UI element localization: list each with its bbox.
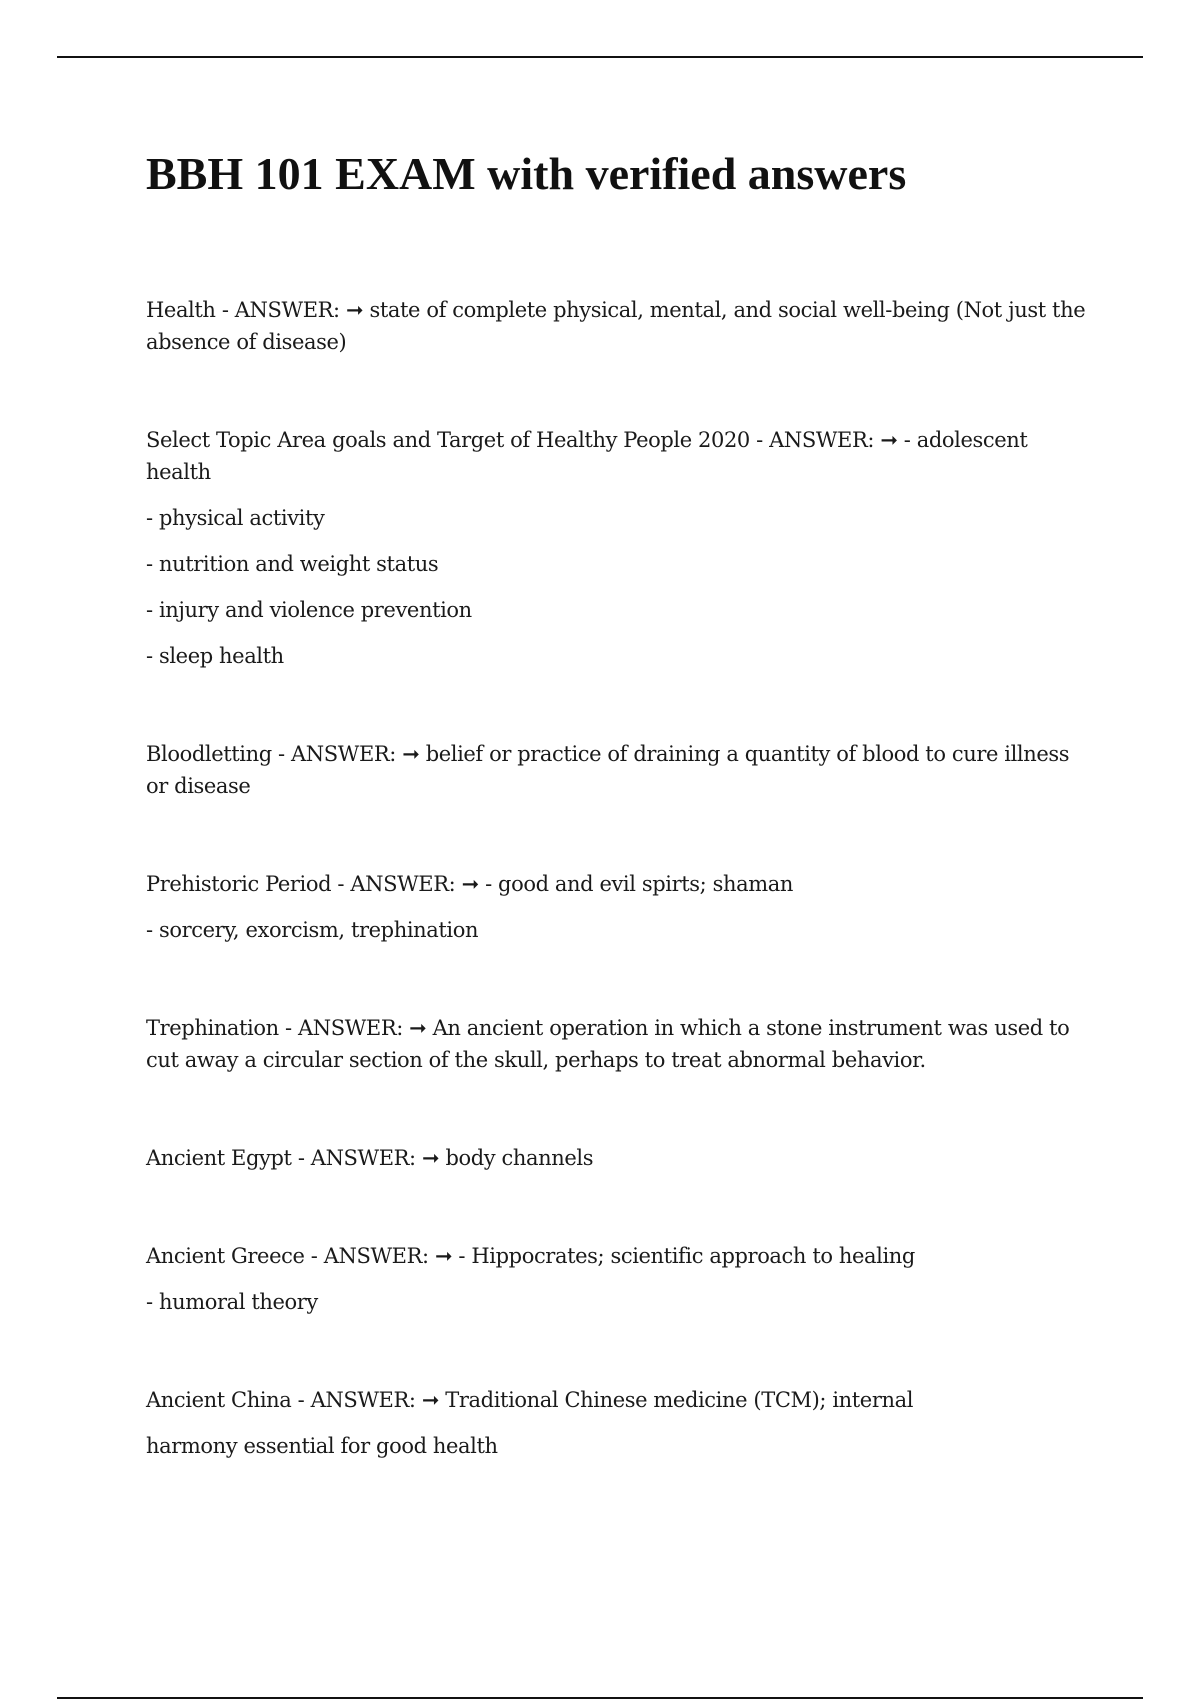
document-title: BBH 101 EXAM with verified answers	[146, 148, 907, 199]
qa-entry-ancient-greece	[146, 1240, 1096, 1318]
qa-entry-healthy-people-2020	[146, 424, 1096, 672]
qa-text: Bloodletting - ANSWER: ➞ belief or practice of draining a quantity of blood to cure illness or disease	[146, 742, 1070, 798]
qa-list-item: - sleep health	[146, 644, 284, 668]
qa-list-item: - humoral theory	[146, 1290, 318, 1314]
qa-text: Health - ANSWER: ➞ state of complete physical, mental, and social well-being (Not just the absence of disease)	[146, 298, 1086, 354]
qa-entry-ancient-egypt	[146, 1142, 1096, 1174]
qa-text: Select Topic Area goals and Target of Healthy People 2020 - ANSWER: ➞ - adolescent health	[146, 428, 1028, 484]
top-rule	[57, 56, 1143, 58]
qa-list-item: - physical activity	[146, 506, 325, 530]
qa-list-item: - sorcery, exorcism, trephination	[146, 918, 479, 942]
qa-text: Ancient Greece - ANSWER: ➞ - Hippocrates; scientific approach to healing	[146, 1244, 915, 1268]
qa-text: Ancient Egypt - ANSWER: ➞ body channels	[146, 1146, 594, 1170]
qa-entry-bloodletting	[146, 738, 1096, 802]
qa-list-item: - injury and violence prevention	[146, 598, 472, 622]
qa-entry-trephination	[146, 1012, 1096, 1076]
qa-text: Trephination - ANSWER: ➞ An ancient operation in which a stone instrument was used to cut away a circular section of the skull, perhaps to treat abnormal behavior.	[146, 1016, 1070, 1072]
qa-list	[146, 294, 1096, 1462]
qa-list-item: - nutrition and weight status	[146, 552, 439, 576]
qa-entry-prehistoric-period	[146, 868, 1096, 946]
bottom-rule	[57, 1697, 1143, 1699]
qa-text: Prehistoric Period - ANSWER: ➞ - good and evil spirts; shaman	[146, 872, 793, 896]
qa-text-continued: harmony essential for good health	[146, 1434, 498, 1458]
qa-text: Ancient China - ANSWER: ➞ Traditional Chinese medicine (TCM); internal	[146, 1388, 914, 1412]
qa-entry-ancient-china	[146, 1384, 1096, 1462]
qa-entry-health	[146, 294, 1096, 358]
